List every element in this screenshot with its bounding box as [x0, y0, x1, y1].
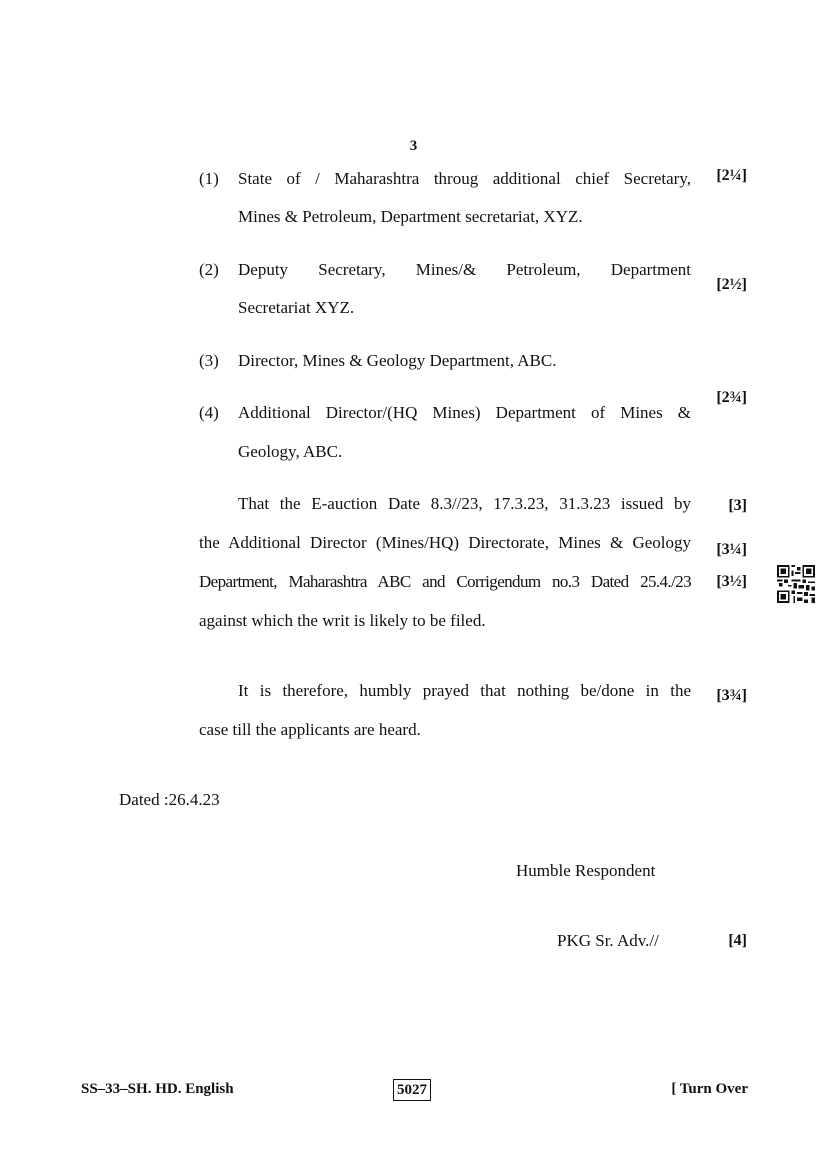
footer-paper-number: 5027 — [393, 1079, 431, 1101]
paragraph-line: That the E-auction Date 8.3//23, 17.3.23, 31.3.23 issued by — [238, 494, 691, 513]
item-text: Deputy Secretary, Mines/& Petroleum, Department — [238, 260, 691, 279]
marks-label: [3¼] — [716, 541, 747, 558]
marks-label: [3½] — [716, 573, 747, 590]
item-number: (3) — [199, 351, 219, 370]
marks-label: [2¾] — [716, 389, 747, 406]
paragraph-line: the Additional Director (Mines/HQ) Directorate, Mines & Geology — [199, 533, 691, 552]
footer-code: SS–33–SH. HD. English — [81, 1081, 234, 1097]
paragraph-line: Department, Maharashtra ABC and Corrigendum no.3 Dated 25.4./23 — [199, 572, 691, 591]
item-number: (2) — [199, 260, 219, 279]
marks-label: [2½] — [716, 276, 747, 293]
paragraph-line: case till the applicants are heard. — [199, 720, 421, 739]
marks-label: [4] — [728, 932, 747, 949]
dated-line: Dated :26.4.23 — [119, 790, 220, 809]
marks-label: [3] — [728, 497, 747, 514]
item-text: Secretariat XYZ. — [238, 298, 355, 317]
paragraph-line: It is therefore, humbly prayed that nothing be/done in the — [238, 681, 691, 700]
qr-code-icon — [777, 565, 815, 603]
marks-label: [2¼] — [716, 167, 747, 184]
signature-name: PKG Sr. Adv.// — [557, 931, 659, 950]
item-text: Mines & Petroleum, Department secretariat, XYZ. — [238, 207, 583, 226]
paragraph-line: against which the writ is likely to be filed. — [199, 611, 486, 630]
page-number: 3 — [409, 138, 418, 154]
item-text: Director, Mines & Geology Department, ABC. — [238, 351, 557, 370]
item-number: (4) — [199, 403, 219, 422]
marks-label: [3¾] — [716, 687, 747, 704]
item-text: Geology, ABC. — [238, 442, 343, 461]
signature-title: Humble Respondent — [516, 861, 656, 880]
item-text: Additional Director/(HQ Mines) Department of Mines & — [238, 403, 691, 422]
item-text: State of / Maharashtra throug additional chief Secretary, — [238, 169, 691, 188]
item-number: (1) — [199, 169, 219, 188]
turn-over-label: [ Turn Over — [671, 1081, 748, 1097]
